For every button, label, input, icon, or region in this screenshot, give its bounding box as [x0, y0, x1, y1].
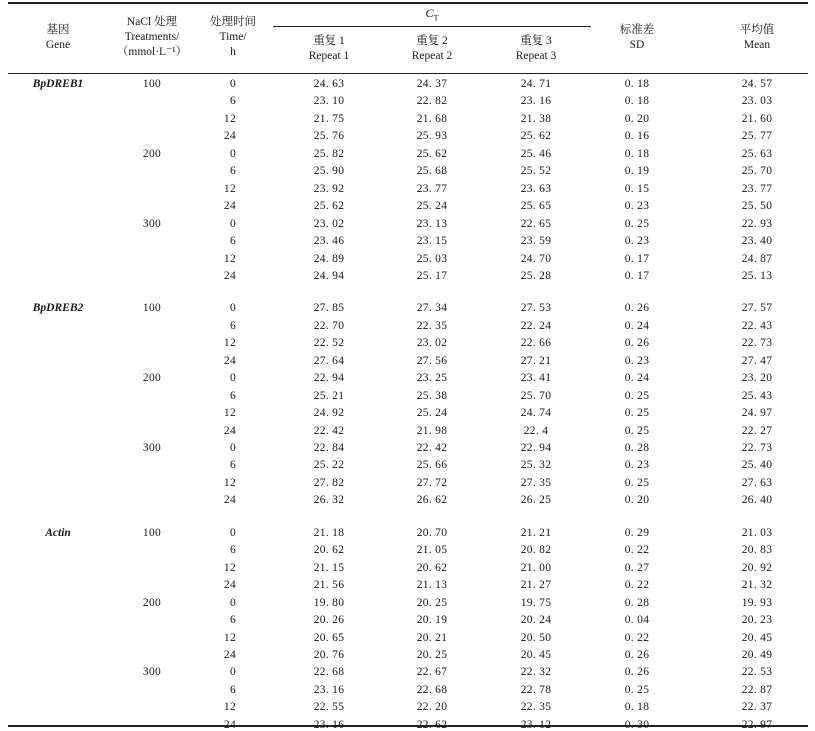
repeat2-cell: 25. 66	[416, 459, 448, 472]
mean-cell: 20. 83	[741, 544, 773, 557]
sd-cell: 0. 28	[624, 442, 650, 454]
repeat1-cell: 23. 16	[313, 683, 345, 696]
mean-cell: 22. 53	[741, 666, 773, 679]
time-cell: 0	[229, 217, 236, 230]
table-top-rule	[8, 2, 808, 4]
concentration-cell: 200	[142, 147, 162, 160]
header-time-line2: Time/	[219, 31, 247, 43]
mean-cell: 23. 20	[741, 372, 773, 385]
header-time-line1: 处理时间	[210, 16, 256, 28]
sd-cell: 0. 18	[624, 701, 650, 714]
repeat2-cell: 22. 20	[416, 701, 448, 714]
time-cell: 0	[229, 442, 236, 454]
repeat3-cell: 27. 35	[520, 476, 552, 489]
repeat3-cell: 22. 24	[520, 319, 552, 332]
sd-cell: 0. 25	[624, 217, 650, 230]
repeat1-cell: 22. 42	[313, 424, 345, 437]
repeat1-cell: 25. 90	[313, 165, 345, 178]
sd-cell: 0. 22	[624, 544, 650, 557]
sd-cell: 0. 22	[624, 579, 650, 592]
repeat2-cell: 23. 77	[416, 182, 448, 195]
mean-cell: 20. 23	[741, 614, 773, 627]
repeat2-cell: 21. 05	[416, 544, 448, 557]
sd-cell: 0. 29	[624, 526, 650, 539]
time-cell: 6	[229, 614, 236, 627]
header-repeat1-en: Repeat 1	[308, 50, 350, 62]
time-cell: 6	[229, 319, 236, 332]
header-treatment-line1: NaCl 处理	[126, 16, 178, 28]
header-sd-en: SD	[629, 39, 645, 51]
concentration-cell: 300	[142, 442, 162, 454]
repeat1-cell: 23. 92	[313, 182, 345, 195]
repeat3-cell: 25. 52	[520, 165, 552, 178]
sd-cell: 0. 26	[624, 648, 650, 661]
sd-cell: 0. 23	[624, 459, 650, 472]
repeat3-cell: 22. 65	[520, 217, 552, 230]
concentration-cell: 100	[142, 302, 162, 315]
header-sd-cn: 标准差	[619, 24, 655, 36]
header-gene-cn: 基因	[46, 24, 70, 36]
header-repeat2-cn: 重复 2	[416, 35, 448, 47]
header-gene	[18, 23, 98, 53]
repeat1-cell: 23. 02	[313, 217, 345, 230]
repeat2-cell: 25. 24	[416, 200, 448, 213]
repeat3-cell: 23. 63	[520, 182, 552, 195]
time-cell: 0	[229, 78, 236, 90]
header-repeat2-en: Repeat 2	[411, 50, 453, 62]
time-cell: 12	[223, 337, 236, 350]
sd-cell: 0. 04	[624, 614, 650, 627]
time-cell: 6	[229, 95, 236, 108]
sd-cell: 0. 25	[624, 476, 650, 489]
time-cell: 6	[229, 683, 236, 696]
sd-cell: 0. 18	[624, 95, 650, 108]
sd-cell: 0. 22	[624, 631, 650, 644]
repeat3-cell: 21. 21	[520, 526, 552, 539]
concentration-cell: 200	[142, 372, 162, 385]
mean-cell: 26. 40	[741, 494, 773, 507]
repeat3-cell: 22. 94	[520, 442, 552, 454]
sd-cell: 0. 28	[624, 596, 650, 609]
repeat2-cell: 21. 68	[416, 112, 448, 125]
mean-cell: 25. 40	[741, 459, 773, 472]
time-cell: 24	[223, 269, 236, 282]
sd-cell: 0. 30	[624, 718, 650, 731]
mean-cell: 22. 37	[741, 701, 773, 714]
repeat3-cell: 20. 24	[520, 614, 552, 627]
repeat1-cell: 27. 82	[313, 476, 345, 489]
repeat2-cell: 25. 68	[416, 165, 448, 178]
header-repeat3-cn: 重复 3	[520, 35, 552, 47]
time-cell: 0	[229, 302, 236, 315]
mean-cell: 22. 43	[741, 319, 773, 332]
mean-cell: 23. 03	[741, 95, 773, 108]
ct-span-rule	[273, 26, 591, 27]
repeat3-cell: 25. 28	[520, 269, 552, 282]
repeat1-cell: 25. 62	[313, 200, 345, 213]
mean-cell: 24. 87	[741, 252, 773, 265]
time-cell: 0	[229, 526, 236, 539]
sd-cell: 0. 24	[624, 319, 650, 332]
sd-cell: 0. 23	[624, 354, 650, 367]
repeat3-cell: 22. 35	[520, 701, 552, 714]
repeat1-cell: 23. 46	[313, 235, 345, 248]
mean-cell: 19. 93	[741, 596, 773, 609]
repeat3-cell: 20. 45	[520, 648, 552, 661]
repeat2-cell: 25. 38	[416, 389, 448, 402]
repeat2-cell: 22. 82	[416, 95, 448, 108]
repeat3-cell: 24. 70	[520, 252, 552, 265]
concentration-cell: 200	[142, 596, 162, 609]
repeat3-cell: 23. 41	[520, 372, 552, 385]
header-ct	[273, 6, 591, 22]
repeat1-cell: 22. 52	[313, 337, 345, 350]
mean-cell: 25. 43	[741, 389, 773, 402]
header-time	[198, 15, 268, 60]
time-cell: 0	[229, 666, 236, 679]
header-mean	[718, 23, 796, 53]
repeat2-cell: 22. 62	[416, 718, 448, 731]
sd-cell: 0. 18	[624, 78, 650, 90]
repeat3-cell: 24. 71	[520, 78, 552, 90]
repeat2-cell: 21. 98	[416, 424, 448, 437]
repeat1-cell: 20. 65	[313, 631, 345, 644]
repeat2-cell: 20. 25	[416, 648, 448, 661]
repeat2-cell: 23. 25	[416, 372, 448, 385]
mean-cell: 27. 63	[741, 476, 773, 489]
mean-cell: 24. 97	[741, 407, 773, 420]
mean-cell: 22. 73	[741, 442, 773, 454]
repeat2-cell: 22. 68	[416, 683, 448, 696]
repeat3-cell: 24. 74	[520, 407, 552, 420]
repeat2-cell: 25. 93	[416, 130, 448, 143]
header-mean-en: Mean	[743, 39, 771, 51]
header-repeat3	[487, 34, 585, 64]
repeat3-cell: 20. 82	[520, 544, 552, 557]
repeat1-cell: 20. 26	[313, 614, 345, 627]
time-cell: 12	[223, 112, 236, 125]
repeat2-cell: 27. 56	[416, 354, 448, 367]
repeat3-cell: 22. 78	[520, 683, 552, 696]
repeat2-cell: 25. 62	[416, 147, 448, 160]
repeat3-cell: 26. 25	[520, 494, 552, 507]
time-cell: 0	[229, 372, 236, 385]
repeat3-cell: 27. 53	[520, 302, 552, 315]
mean-cell: 21. 32	[741, 579, 773, 592]
repeat3-cell: 25. 32	[520, 459, 552, 472]
repeat1-cell: 22. 55	[313, 701, 345, 714]
mean-cell: 23. 77	[741, 182, 773, 195]
mean-cell: 25. 13	[741, 269, 773, 282]
mean-cell: 22. 97	[741, 718, 773, 731]
repeat2-cell: 23. 15	[416, 235, 448, 248]
repeat2-cell: 20. 70	[416, 526, 448, 539]
mean-cell: 23. 40	[741, 235, 773, 248]
mean-cell: 25. 50	[741, 200, 773, 213]
time-cell: 0	[229, 596, 236, 609]
repeat3-cell: 21. 27	[520, 579, 552, 592]
header-treatment-line2: Treatments/	[124, 31, 180, 43]
repeat1-cell: 24. 89	[313, 252, 345, 265]
repeat2-cell: 22. 42	[416, 442, 448, 454]
repeat1-cell: 24. 92	[313, 407, 345, 420]
header-treatment-line3: （mmol·L⁻¹）	[116, 46, 188, 58]
repeat3-cell: 22. 66	[520, 337, 552, 350]
repeat3-cell: 23. 59	[520, 235, 552, 248]
sd-cell: 0. 17	[624, 269, 650, 282]
repeat1-cell: 21. 18	[313, 526, 345, 539]
mean-cell: 20. 92	[741, 561, 773, 574]
time-cell: 12	[223, 701, 236, 714]
repeat2-cell: 23. 02	[416, 337, 448, 350]
repeat2-cell: 25. 24	[416, 407, 448, 420]
repeat1-cell: 20. 62	[313, 544, 345, 557]
repeat3-cell: 25. 62	[520, 130, 552, 143]
repeat1-cell: 27. 85	[313, 302, 345, 315]
sd-cell: 0. 23	[624, 235, 650, 248]
repeat1-cell: 23. 16	[313, 718, 345, 731]
repeat1-cell: 20. 76	[313, 648, 345, 661]
repeat2-cell: 20. 19	[416, 614, 448, 627]
time-cell: 12	[223, 561, 236, 574]
repeat1-cell: 22. 70	[313, 319, 345, 332]
sd-cell: 0. 25	[624, 424, 650, 437]
time-cell: 6	[229, 165, 236, 178]
repeat1-cell: 27. 64	[313, 354, 345, 367]
repeat3-cell: 23. 16	[520, 95, 552, 108]
repeat2-cell: 27. 34	[416, 302, 448, 315]
header-time-line3: h	[230, 46, 236, 58]
repeat3-cell: 27. 21	[520, 354, 552, 367]
time-cell: 24	[223, 200, 236, 213]
sd-cell: 0. 25	[624, 683, 650, 696]
repeat2-cell: 20. 62	[416, 561, 448, 574]
repeat2-cell: 26. 62	[416, 494, 448, 507]
repeat2-cell: 21. 13	[416, 579, 448, 592]
mean-cell: 25. 63	[741, 147, 773, 160]
repeat3-cell: 21. 00	[520, 561, 552, 574]
repeat1-cell: 22. 84	[313, 442, 345, 454]
repeat2-cell: 25. 17	[416, 269, 448, 282]
sd-cell: 0. 26	[624, 337, 650, 350]
repeat2-cell: 23. 13	[416, 217, 448, 230]
time-cell: 24	[223, 579, 236, 592]
repeat3-cell: 25. 70	[520, 389, 552, 402]
mean-cell: 25. 77	[741, 130, 773, 143]
gene-name: Actin	[45, 526, 71, 539]
repeat2-cell: 24. 37	[416, 78, 448, 90]
header-mean-cn: 平均值	[739, 24, 775, 36]
header-bottom-rule	[8, 73, 808, 74]
sd-cell: 0. 20	[624, 494, 650, 507]
concentration-cell: 300	[142, 217, 162, 230]
repeat3-cell: 20. 50	[520, 631, 552, 644]
repeat1-cell: 22. 94	[313, 372, 345, 385]
time-cell: 24	[223, 648, 236, 661]
sd-cell: 0. 25	[624, 389, 650, 402]
repeat1-cell: 21. 56	[313, 579, 345, 592]
sd-cell: 0. 26	[624, 666, 650, 679]
repeat1-cell: 24. 94	[313, 269, 345, 282]
sd-cell: 0. 18	[624, 147, 650, 160]
mean-cell: 20. 49	[741, 648, 773, 661]
mean-cell: 22. 87	[741, 683, 773, 696]
time-cell: 12	[223, 476, 236, 489]
header-repeat2	[383, 34, 481, 64]
header-repeat3-en: Repeat 3	[515, 50, 557, 62]
time-cell: 6	[229, 389, 236, 402]
repeat2-cell: 25. 03	[416, 252, 448, 265]
repeat2-cell: 20. 25	[416, 596, 448, 609]
repeat2-cell: 27. 72	[416, 476, 448, 489]
mean-cell: 22. 73	[741, 337, 773, 350]
time-cell: 6	[229, 544, 236, 557]
time-cell: 24	[223, 424, 236, 437]
header-ct-symbol: C	[425, 6, 434, 20]
sd-cell: 0. 17	[624, 252, 650, 265]
repeat2-cell: 22. 35	[416, 319, 448, 332]
repeat3-cell: 21. 38	[520, 112, 552, 125]
time-cell: 24	[223, 130, 236, 143]
time-cell: 12	[223, 631, 236, 644]
mean-cell: 22. 27	[741, 424, 773, 437]
gene-name: BpDREB2	[32, 302, 84, 315]
mean-cell: 21. 03	[741, 526, 773, 539]
concentration-cell: 100	[142, 78, 162, 90]
sd-cell: 0. 27	[624, 561, 650, 574]
time-cell: 24	[223, 354, 236, 367]
time-cell: 6	[229, 235, 236, 248]
time-cell: 24	[223, 718, 236, 731]
header-ct-subscript: T	[433, 13, 439, 23]
repeat1-cell: 25. 76	[313, 130, 345, 143]
repeat1-cell: 25. 82	[313, 147, 345, 160]
repeat1-cell: 26. 32	[313, 494, 345, 507]
repeat1-cell: 23. 10	[313, 95, 345, 108]
repeat3-cell: 25. 65	[520, 200, 552, 213]
sd-cell: 0. 23	[624, 200, 650, 213]
mean-cell: 22. 93	[741, 217, 773, 230]
sd-cell: 0. 24	[624, 372, 650, 385]
sd-cell: 0. 25	[624, 407, 650, 420]
gene-name: BpDREB1	[32, 78, 84, 90]
repeat3-cell: 25. 46	[520, 147, 552, 160]
sd-cell: 0. 16	[624, 130, 650, 143]
concentration-cell: 300	[142, 666, 162, 679]
sd-cell: 0. 19	[624, 165, 650, 178]
sd-cell: 0. 15	[624, 182, 650, 195]
repeat1-cell: 21. 15	[313, 561, 345, 574]
repeat1-cell: 25. 21	[313, 389, 345, 402]
header-repeat1-cn: 重复 1	[313, 35, 345, 47]
repeat3-cell: 19. 75	[520, 596, 552, 609]
concentration-cell: 100	[142, 526, 162, 539]
header-gene-en: Gene	[45, 39, 71, 51]
repeat1-cell: 19. 80	[313, 596, 345, 609]
sd-cell: 0. 26	[624, 302, 650, 315]
mean-cell: 21. 60	[741, 112, 773, 125]
header-treatment	[112, 15, 192, 60]
mean-cell: 24. 57	[741, 78, 773, 90]
repeat3-cell: 23. 12	[520, 718, 552, 731]
time-cell: 6	[229, 459, 236, 472]
repeat3-cell: 22. 4	[523, 424, 549, 437]
time-cell: 12	[223, 407, 236, 420]
mean-cell: 27. 47	[741, 354, 773, 367]
time-cell: 12	[223, 252, 236, 265]
mean-cell: 25. 70	[741, 165, 773, 178]
repeat2-cell: 22. 67	[416, 666, 448, 679]
time-cell: 0	[229, 147, 236, 160]
time-cell: 24	[223, 494, 236, 507]
header-repeat1	[280, 34, 378, 64]
repeat1-cell: 21. 75	[313, 112, 345, 125]
repeat1-cell: 22. 68	[313, 666, 345, 679]
mean-cell: 20. 45	[741, 631, 773, 644]
repeat2-cell: 20. 21	[416, 631, 448, 644]
repeat1-cell: 24. 63	[313, 78, 345, 90]
header-sd	[598, 23, 676, 53]
sd-cell: 0. 20	[624, 112, 650, 125]
repeat1-cell: 25. 22	[313, 459, 345, 472]
repeat3-cell: 22. 32	[520, 666, 552, 679]
time-cell: 12	[223, 182, 236, 195]
mean-cell: 27. 57	[741, 302, 773, 315]
